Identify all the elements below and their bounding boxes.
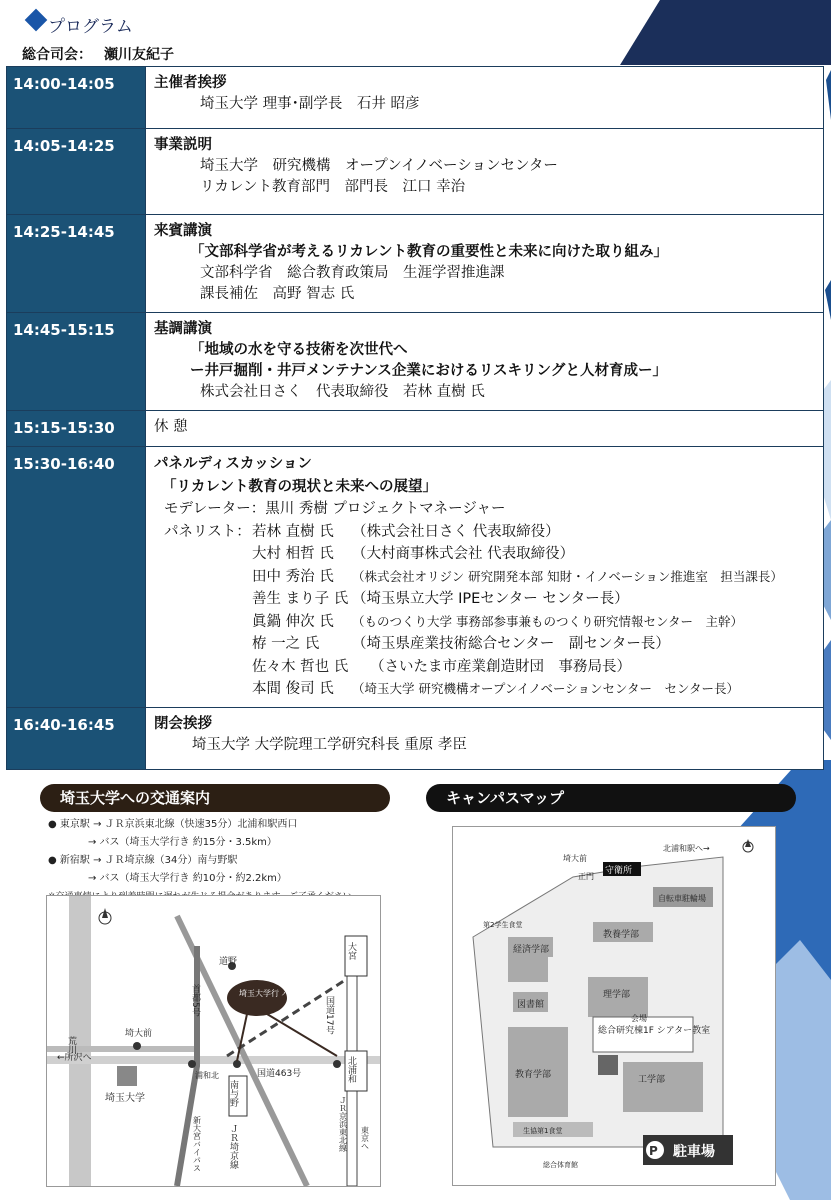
campus-label: 総合体育館 [543, 1161, 578, 1169]
campus-label: 生協第1食堂 [523, 1127, 563, 1135]
panelist-name: 大村 相哲 氏 [252, 546, 334, 562]
route-line: → バス（埼玉大学行き 約10分・約2.2km） [48, 873, 287, 884]
map-label: 大宮 [346, 942, 356, 960]
campus-map [452, 826, 776, 1186]
time-slot: 14:00-14:05 [7, 67, 146, 129]
access-routes [48, 816, 361, 906]
map-label: 国道463号 [257, 1069, 302, 1079]
panelist-row [154, 521, 815, 544]
panelist-name: 若林 直樹 氏 [252, 523, 334, 540]
program-row [7, 411, 824, 447]
campus-label: 会場 [631, 1014, 647, 1023]
panelist-name: 佐々木 哲也 氏 [252, 658, 349, 675]
map-label: 埼玉大学 [105, 1093, 145, 1104]
session-title: 基調講演 [154, 321, 212, 337]
panelist-row [154, 633, 815, 656]
map-label: 道野 [219, 957, 238, 967]
panelist-name: 栫 一之 氏 [252, 636, 320, 652]
program-row [7, 67, 824, 129]
panelist-label: パネリスト： [164, 523, 251, 540]
map-label: 東京へ [360, 1126, 370, 1150]
campus-label: 教育学部 [515, 1070, 552, 1080]
map-label: 埼玉大学行 バス停 [239, 989, 306, 998]
program-heading: プログラム [48, 17, 133, 37]
campus-label: 工学部 [638, 1075, 666, 1085]
campus-label: 第2学生食堂 [483, 921, 523, 929]
session-line: 株式会社日さく 代表取締役 若林 直樹 氏 [200, 384, 485, 400]
program-row [7, 129, 824, 215]
campus-label: 守衛所 [605, 866, 633, 876]
campus-label: 図書館 [517, 1000, 545, 1010]
panelist-org: （大村商事株式会社 代表取締役） [352, 546, 575, 562]
map-label: 新大宮バイパス [192, 1116, 202, 1172]
session-title: 来賓講演 [154, 223, 212, 239]
program-content [146, 313, 824, 411]
session-subtitle: 「リカレント教育の現状と未来への展望」 [162, 478, 437, 495]
time-slot: 16:40-16:45 [7, 707, 146, 769]
panelist-org: （株式会社日さく 代表取締役） [352, 523, 560, 540]
program-table [6, 66, 824, 770]
time-slot: 15:30-16:40 [7, 447, 146, 708]
map-label: 埼大前 [125, 1029, 153, 1039]
program-content [146, 67, 824, 129]
time-slot: 14:05-14:25 [7, 129, 146, 215]
session-subtitle: 「文部科学省が考えるリカレント教育の重要性と未来に向けた取り組み」 [190, 244, 668, 260]
map-label: 浦和北 [195, 1071, 219, 1080]
campus-map-graphic [453, 827, 775, 1185]
map-label: ＪＲ京浜東北線 [338, 1096, 348, 1152]
campus-label: 経済学部 [513, 945, 550, 955]
session-title: 主催者挨拶 [154, 75, 227, 91]
time-slot: 14:45-15:15 [7, 313, 146, 411]
access-map [46, 895, 381, 1187]
session-subtitle: 「地域の水を守る技術を次世代へ [190, 342, 408, 358]
route-line: ● 新宿駅 → ＪＲ埼京線（34分）南与野駅 [48, 855, 238, 866]
access-heading: 埼玉大学への交通案内 [40, 784, 390, 812]
time-slot: 14:25-14:45 [7, 215, 146, 313]
panelist-row [154, 656, 815, 679]
panelist-row [154, 611, 815, 634]
panelist-row [154, 588, 815, 611]
panelist-name: 本間 俊司 氏 [252, 681, 334, 697]
mc-name: 瀬川友紀子 [104, 47, 174, 63]
session-line: 埼玉大学 研究機構 オープンイノベーションセンター [200, 158, 558, 174]
parking-icon: P [649, 1144, 658, 1158]
map-label: 国道17号 [324, 996, 334, 1035]
session-line: リカレント教育部門 部門長 江口 幸治 [200, 179, 466, 195]
session-subtitle: ー井戸掘削・井戸メンテナンス企業におけるリスキリングと人材育成ー」 [190, 363, 668, 379]
panelist-org: （埼玉県産業技術総合センター 副センター長） [352, 636, 670, 652]
access-map-graphic [47, 896, 380, 1186]
panelist-name: 眞鍋 伸次 氏 [252, 613, 334, 630]
map-label: 南与野 [228, 1080, 238, 1107]
campus-label: 駐車場 [673, 1144, 715, 1160]
panelist-org: （埼玉県立大学 IPEセンター センター長） [352, 591, 629, 607]
map-label: ←所沢へ [57, 1053, 92, 1063]
diamond-icon [25, 9, 48, 32]
panelist-org: （ものつくり大学 事務部参事兼ものつくり研究情報センター 主幹） [352, 613, 743, 629]
panelist-row [154, 543, 815, 566]
map-label: 北浦和 [346, 1056, 356, 1083]
campus-label: 正門 [578, 872, 594, 881]
program-content [146, 411, 824, 447]
panelist-name: 善生 まり子 氏 [252, 591, 349, 607]
panelist-org: （さいたま市産業創造財団 事務局長） [370, 658, 631, 675]
program-row [7, 215, 824, 313]
map-label: 荒川 [66, 1036, 76, 1054]
campus-label: 理学部 [603, 990, 631, 1000]
session-title: 閉会挨拶 [154, 715, 212, 732]
session-line: 埼玉大学 理事･副学長 石井 昭彦 [200, 96, 420, 112]
map-label: ＪＲ埼京線 [228, 1124, 238, 1169]
session-line: 課長補佐 高野 智志 氏 [200, 286, 355, 302]
panelist-row [154, 678, 815, 701]
session-line: 文部科学省 総合教育政策局 生涯学習推進課 [200, 265, 505, 281]
program-row [7, 313, 824, 411]
campus-label: 自転車駐輪場 [658, 894, 706, 903]
time-slot: 15:15-15:30 [7, 411, 146, 447]
campus-label: 埼大前 [563, 854, 587, 863]
session-title: パネルディスカッション [154, 456, 312, 472]
panelist-name: 田中 秀治 氏 [252, 568, 334, 585]
campus-label: 教養学部 [603, 930, 640, 940]
route-line: ● 東京駅 → ＪＲ京浜東北線（快速35分）北浦和駅西口 [48, 819, 298, 830]
panelist-org: （埼玉大学 研究機構オープンイノベーションセンター センター長） [352, 681, 739, 696]
route-line: → バス（埼玉大学行き 約15分・3.5km） [48, 837, 277, 848]
program-row [7, 707, 824, 769]
session-title: 事業説明 [154, 137, 212, 153]
session-line: 埼玉大学 大学院理工学研究科長 重原 孝臣 [192, 736, 467, 753]
mc-label: 総合司会： [22, 47, 92, 63]
moderator: モデレーター：黒川 秀樹 プロジェクトマネージャー [164, 501, 506, 517]
program-content [146, 129, 824, 215]
campus-label: 北浦和駅へ→ [663, 844, 710, 853]
session-title: 休 憩 [154, 419, 188, 435]
program-row [7, 447, 824, 708]
panelist-org: （株式会社オリジン 研究開発本部 知財・イノベーション推進室 担当課長） [352, 568, 783, 584]
program-content [146, 215, 824, 313]
program-content [146, 707, 824, 769]
panelist-row [154, 566, 815, 589]
campus-heading: キャンパスマップ [426, 784, 796, 812]
program-content [146, 447, 824, 708]
master-of-ceremonies [22, 44, 174, 64]
campus-label: 総合研究棟1F シアター教室 [598, 1026, 711, 1036]
map-label: 首都5号 [190, 984, 200, 1017]
